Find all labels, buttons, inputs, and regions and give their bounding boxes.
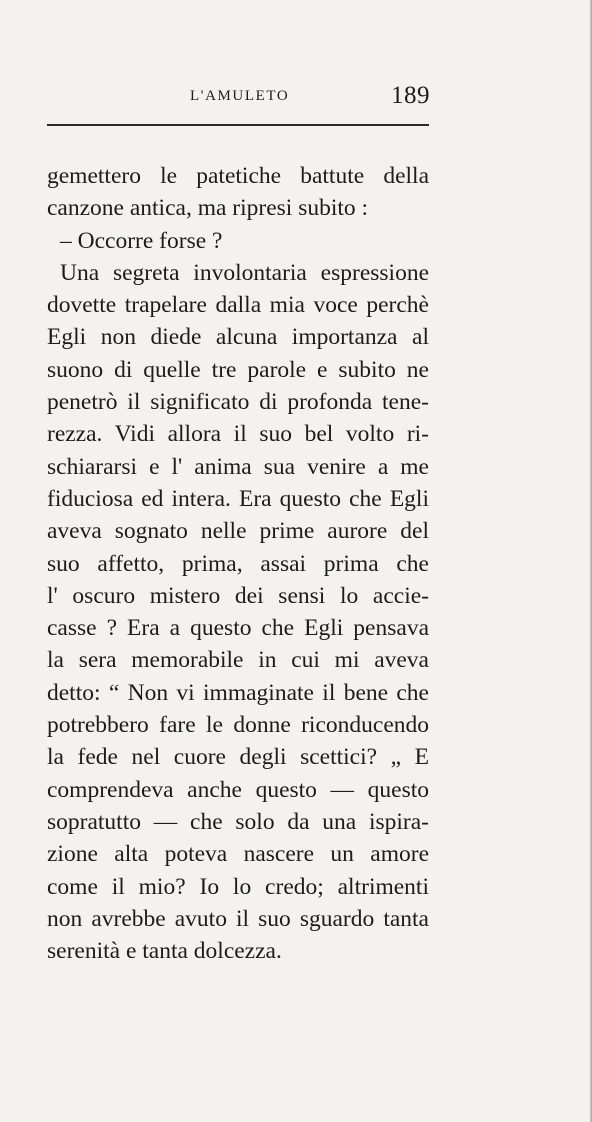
page-number: 189 [391,82,430,109]
text-line: comprendeva anche questo — questo [47,776,429,803]
text-line: Egli non diede alcuna importanza al [47,324,429,351]
text-line: serenità e tanta dolcezza. [47,938,282,965]
text-line: potrebbero fare le donne riconducendo [47,712,429,739]
text-line: zione alta poteva nascere un amore [47,841,429,868]
text-line: suono di quelle tre parole e subito ne [47,356,429,383]
text-line: dovette trapelare dalla mia voce perchè [47,292,429,319]
text-line: non avrebbe avuto il suo sguardo tanta [47,905,429,932]
text-line: gemettero le patetiche battute della [47,163,429,189]
text-line: la sera memorabile in cui mi aveva [47,647,429,674]
header-rule [47,124,429,126]
text-line: – Occorre forse ? [60,227,223,254]
text-line: Una segreta involontaria espressione [60,259,429,286]
body-text [47,160,429,967]
text-line: fiduciosa ed intera. Era questo che Egli [47,485,429,512]
text-line: canzone antica, ma ripresi subito : [47,195,369,222]
page-header [188,84,432,114]
text-line: suo affetto, prima, assai prima che [47,550,429,577]
text-line: l' oscuro mistero dei sensi lo accie- [47,582,429,609]
text-line: sopratutto — che solo da una ispira- [47,808,429,835]
text-line: penetrò il significato di profonda tene- [47,389,429,416]
text-line: schiararsi e l' anima sua venire a me [47,453,429,480]
text-line: come il mio? Io lo credo; altrimenti [47,873,429,900]
text-line: la fede nel cuore degli scettici? „ E [47,744,429,771]
text-line: detto: “ Non vi immaginate il bene che [47,679,429,706]
text-line: casse ? Era a questo che Egli pensava [47,615,429,642]
text-line: aveva sognato nelle prime aurore del [47,518,429,545]
running-title: L'AMULETO [190,88,290,104]
text-line: rezza. Vidi allora il suo bel volto ri- [47,421,429,448]
